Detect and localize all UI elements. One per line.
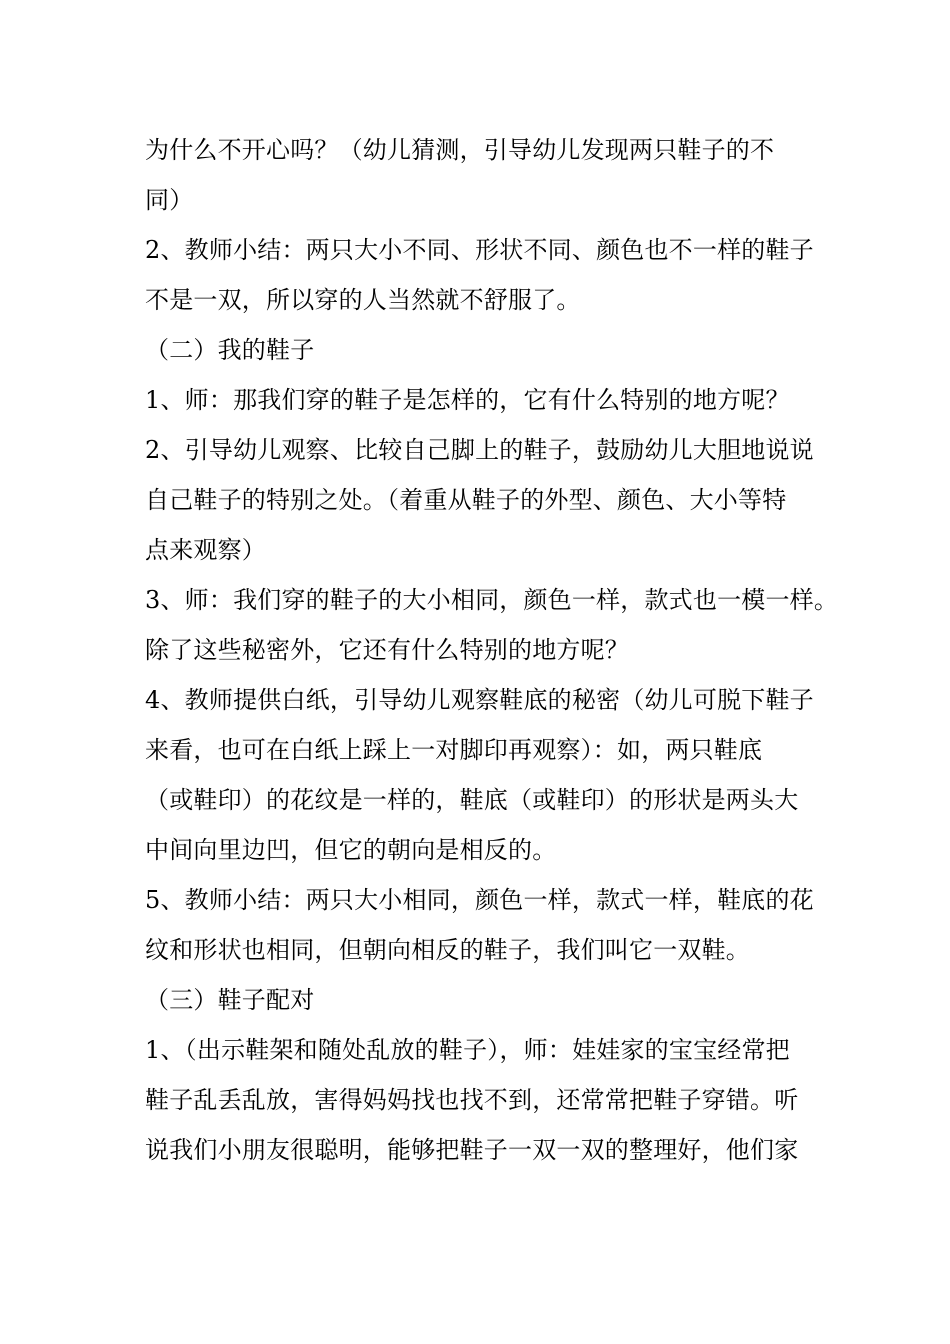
text-line: 2、教师小结：两只大小不同、形状不同、颜色也不一样的鞋子 bbox=[145, 236, 814, 264]
text-line: 同） bbox=[145, 186, 194, 214]
text-line: 中间向里边凹，但它的朝向是相反的。 bbox=[145, 836, 557, 864]
text-line: 鞋子乱丢乱放，害得妈妈找也找不到，还常常把鞋子穿错。听 bbox=[145, 1086, 799, 1114]
section-heading: （二）我的鞋子 bbox=[145, 336, 315, 364]
text-line: 4、教师提供白纸，引导幼儿观察鞋底的秘密（幼儿可脱下鞋子 bbox=[145, 686, 814, 714]
section-heading: （三）鞋子配对 bbox=[145, 986, 315, 1014]
text-line: 1、师：那我们穿的鞋子是怎样的，它有什么特别的地方呢？ bbox=[145, 386, 790, 414]
text-line: 5、教师小结：两只大小相同，颜色一样，款式一样，鞋底的花 bbox=[145, 886, 814, 914]
text-line: 自己鞋子的特别之处。（着重从鞋子的外型、颜色、大小等特 bbox=[145, 486, 787, 514]
text-line: 纹和形状也相同，但朝向相反的鞋子，我们叫它一双鞋。 bbox=[145, 936, 750, 964]
text-line: 说我们小朋友很聪明，能够把鞋子一双一双的整理好，他们家 bbox=[145, 1136, 799, 1164]
text-line: 3、师：我们穿的鞋子的大小相同，颜色一样，款式也一模一样。 bbox=[145, 586, 839, 614]
text-line: 不是一双，所以穿的人当然就不舒服了。 bbox=[145, 286, 581, 314]
text-line: （或鞋印）的花纹是一样的，鞋底（或鞋印）的形状是两头大 bbox=[145, 786, 799, 814]
text-line: 点来观察） bbox=[145, 536, 266, 564]
text-line: 1、（出示鞋架和随处乱放的鞋子），师：娃娃家的宝宝经常把 bbox=[145, 1036, 790, 1064]
text-line: 除了这些秘密外，它还有什么特别的地方呢？ bbox=[145, 636, 629, 664]
text-line: 来看，也可在白纸上踩上一对脚印再观察）：如，两只鞋底 bbox=[145, 736, 763, 764]
text-line: 为什么不开心吗？（幼儿猜测，引导幼儿发现两只鞋子的不 bbox=[145, 136, 775, 164]
text-line: 2、引导幼儿观察、比较自己脚上的鞋子，鼓励幼儿大胆地说说 bbox=[145, 436, 814, 464]
